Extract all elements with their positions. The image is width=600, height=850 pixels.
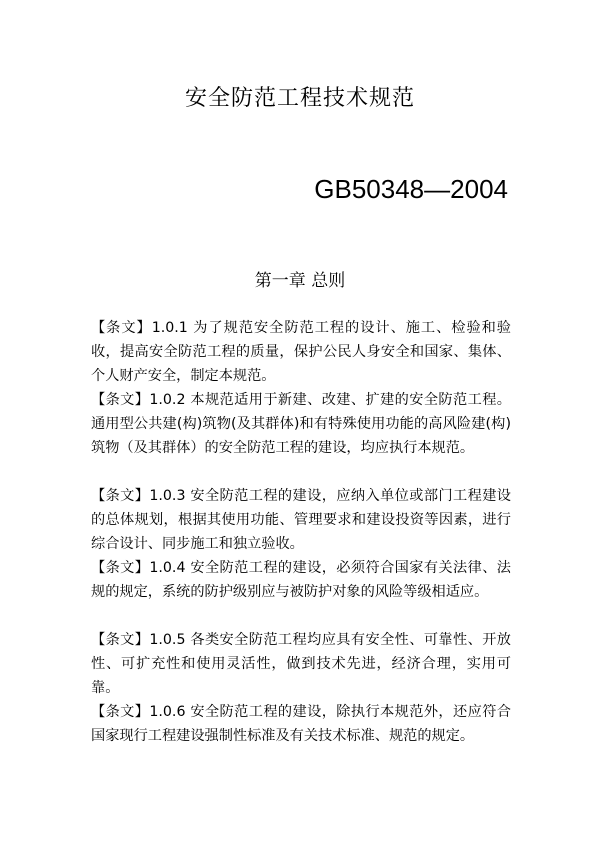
paragraph-gap [91,460,511,484]
chapter-heading: 第一章 总则 [254,271,346,291]
clause-1-0-5: 【条文】1.0.5 各类安全防范工程均应具有安全性、可靠性、开放性、可扩充性和使用灵活性，做到技术先进，经济合理，实用可靠。 [91,632,511,696]
document-title: 安全防范工程技术规范 [184,86,415,111]
clause-1-0-2: 【条文】1.0.2 本规范适用于新建、改建、扩建的安全防范工程。通用型公共建(构)筑物(及其群体)和有特殊使用功能的高风险建(构)筑物（及其群体）的安全防范工程的建设，均应执行本规范。 [91,392,511,456]
document-body [91,316,511,748]
standard-code: GB50348—2004 [314,174,508,204]
clause-1-0-1: 【条文】1.0.1 为了规范安全防范工程的设计、施工、检验和验收，提高安全防范工程的质量，保护公民人身安全和国家、集体、个人财产安全，制定本规范。 [91,320,511,384]
paragraph-gap [91,604,511,628]
clause-1-0-6: 【条文】1.0.6 安全防范工程的建设，除执行本规范外，还应符合国家现行工程建设强制性标准及有关技术标准、规范的规定。 [91,704,511,744]
clause-1-0-3: 【条文】1.0.3 安全防范工程的建设，应纳入单位或部门工程建设的总体规划，根据其使用功能、管理要求和建设投资等因素，进行综合设计、同步施工和独立验收。 [91,488,511,552]
clause-1-0-4: 【条文】1.0.4 安全防范工程的建设，必须符合国家有关法律、法规的规定，系统的防护级别应与被防护对象的风险等级相适应。 [91,560,511,600]
